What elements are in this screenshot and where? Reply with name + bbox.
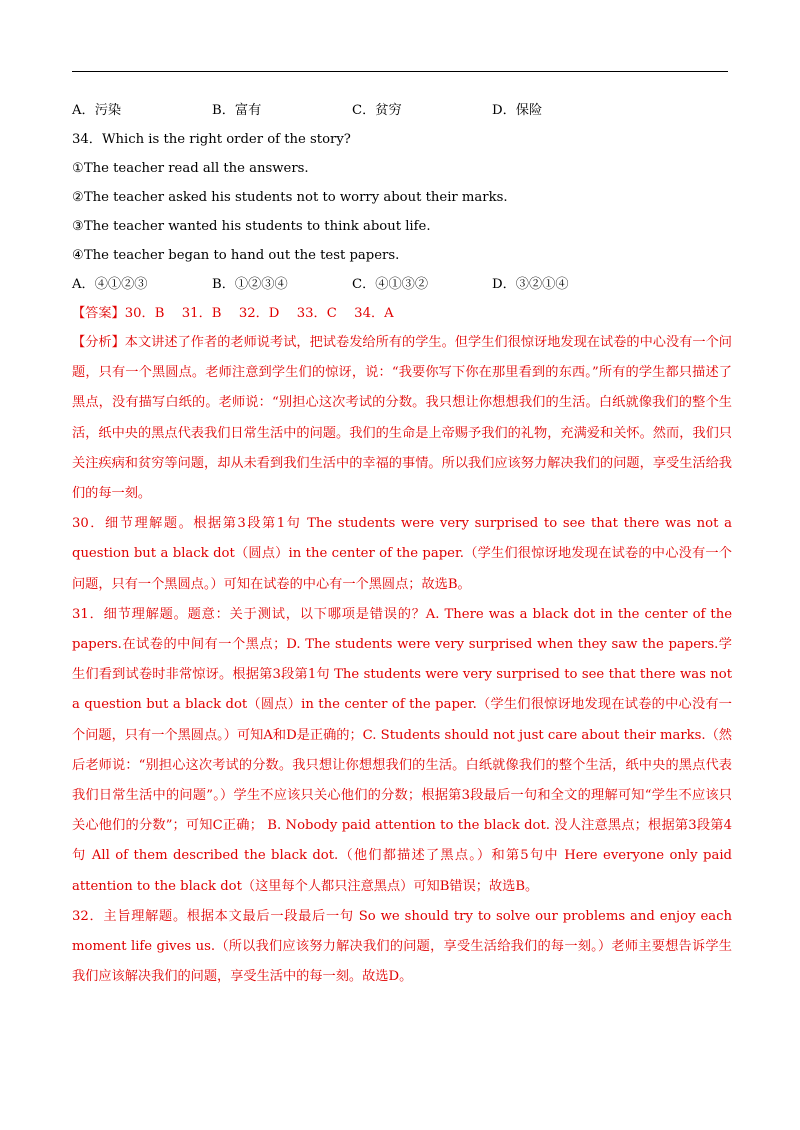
- content: [72, 96, 732, 992]
- q34-item-4: ④The teacher began to hand out the test papers.: [72, 248, 400, 263]
- header-rule: [72, 71, 728, 72]
- q34-item-1: ①The teacher read all the answers.: [72, 161, 309, 176]
- explanation-30: 30．细节理解题。根据第3段第1句 The students were very surprised to see that there was not a question but a black dot（圆点）in the center of the paper.（学生们很惊讶地发现在试卷的中心没有一个问题，只有一个黑圆点。）可知在试卷的中心有一个黑圆点；故选B。: [72, 516, 732, 592]
- q33-option-b: B．富有: [212, 103, 262, 118]
- explanation-31: 31．细节理解题。题意：关于测试，以下哪项是错误的？A. There was a black dot in the center of the papers.在试卷的中间有一个黑点；D. The students were very surprised when they saw the papers.学生们看到试卷时非常惊讶。根据第3段第1句 The students were very surprised to see that there was not a question but a black dot（圆点）in the center of the paper.（学生们很惊讶地发现在试卷的中心没有一个问题，只有一个黑圆点。）可知A和D是正确的；C. Students should not just care about their marks.（然后老师说：“别担心这次考试的分数。我只想让你想想我们的生活。白纸就像我们的整个生活，纸中央的黑点代表我们日常生活中的问题”。）学生不应该只关心他们的分数；根据第3段最后一句和全文的理解可知“学生不应该只关心他们的分数”；可知C正确； B. Nobody paid attention to the black dot. 没人注意黑点；根据第3段第4句 All of them described the black dot.（他们都描述了黑点。）和第5句中 Here everyone only paid attention to the black dot（这里每个人都只注意黑点）可知B错误；故选B。: [72, 606, 732, 894]
- q33-option-a: A．污染: [72, 103, 122, 118]
- q34-option-b: B．①②③④: [212, 277, 288, 292]
- q33-options: [72, 96, 732, 125]
- q33-option-d: D．保险: [492, 103, 543, 118]
- q34-option-a: A．④①②③: [72, 277, 148, 292]
- q33-option-c: C．贫穷: [352, 103, 402, 118]
- q34-options: [72, 270, 732, 299]
- answer-key: 【答案】30．B 31．B 32．D 33．C 34．A: [72, 306, 394, 321]
- explanation-32: 32．主旨理解题。根据本文最后一段最后一句 So we should try to solve our problems and enjoy each moment life gives us.（所以我们应该努力解决我们的问题，享受生活给我们的每一刻。）老师主要想告诉学生我们应该解决我们的问题，享受生活中的每一刻。故选D。: [72, 908, 732, 985]
- q34-option-c: C．④①③②: [352, 277, 429, 292]
- q34-option-d: D．③②①④: [492, 277, 569, 292]
- q34-item-3: ③The teacher wanted his students to think about life.: [72, 219, 431, 234]
- q34-stem: 34．Which is the right order of the story?: [72, 132, 351, 147]
- analysis-paragraph: 【分析】本文讲述了作者的老师说考试，把试卷发给所有的学生。但学生们很惊讶地发现在试卷的中心没有一个问题，只有一个黑圆点。老师注意到学生们的惊讶，说：“我要你写下你在那里看到的东西。”所有的学生都只描述了黑点，没有描写白纸的。老师说：“别担心这次考试的分数。我只想让你想想我们的生活。白纸就像我们的整个生活，纸中央的黑点代表我们日常生活中的问题。我们的生命是上帝赐予我们的礼物，充满爱和关怀。然而，我们只关注疾病和贫穷等问题，却从未看到我们生活中的幸福的事情。所以我们应该努力解决我们的问题，享受生活给我们的每一刻。: [72, 335, 732, 502]
- q34-item-2: ②The teacher asked his students not to worry about their marks.: [72, 190, 508, 205]
